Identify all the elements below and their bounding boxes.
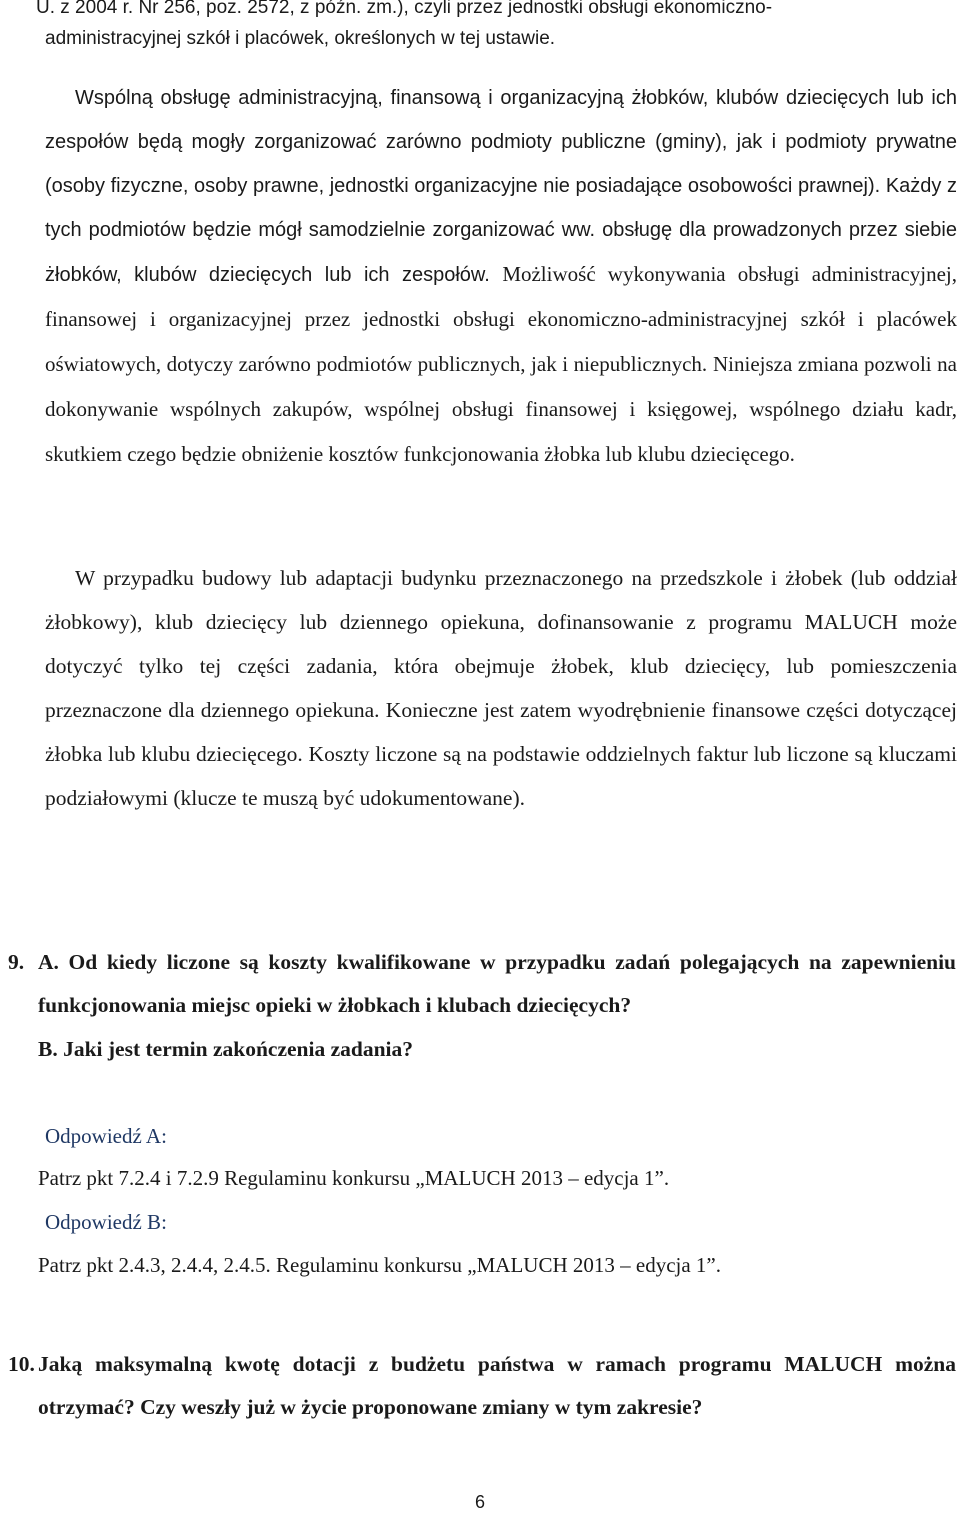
top-line-1: U. z 2004 r. Nr 256, poz. 2572, z późn. zm.), czyli przez jednostki obsługi ekonomiczno- (36, 0, 773, 18)
paragraph-shared-service (45, 76, 957, 477)
answer-b-text: Patrz pkt 2.4.3, 2.4.4, 2.4.5. Regulaminu konkursu „MALUCH 2013 – edycja 1”. (38, 1253, 721, 1277)
page-number: 6 (474, 1492, 485, 1512)
question-9-part-b: B. Jaki jest termin zakończenia zadania? (38, 1037, 414, 1061)
paragraph-maluch-funding-text: W przypadku budowy lub adaptacji budynku przeznaczonego na przedszkole i żłobek (lub oddział żłobkowy), klub dziecięcy lub dziennego opiekuna, dofinansowanie z programu MALUCH może dotyczyć tylko tej części zadania, która obejmuje żłobek, klub dziecięcy, lub pomieszczenia przeznaczone dla dziennego opiekuna. Konieczne jest zatem wyodrębnienie finansowe części dotyczącej żłobka lub klubu dziecięcego. Koszty liczone są na podstawie oddzielnych faktur lub liczone są kluczami podziałowymi (klucze te muszą być udokumentowane). (45, 566, 957, 810)
paragraph-shared-service-part-1: Wspólną obsługę administracyjną, finansową i organizacyjną żłobków, klubów dziecięcych lub ich zespołów będą mogły zorganizować zarówno podmioty publiczne (gminy), jak i podmioty prywatne (osoby fizyczne, osoby prawne, jednostki organizacyjne nie posiadające osobowości prawnej). (45, 87, 957, 197)
paragraph-maluch-funding (45, 556, 957, 820)
question-9-part-a: A. Od kiedy liczone są koszty kwalifikowane w przypadku zadań polegających na zapewnieniu funkcjonowania miejsc opieki w żłobkach i klubach dziecięcych? (38, 950, 956, 1017)
question-10-text: Jaką maksymalną kwotę dotacji z budżetu państwa w ramach programu MALUCH można otrzymać? Czy weszły już w życie proponowane zmiany w tym zakresie? (38, 1352, 956, 1419)
answer-a-text: Patrz pkt 7.2.4 i 7.2.9 Regulaminu konkursu „MALUCH 2013 – edycja 1”. (38, 1166, 670, 1190)
question-9-number: 9. (8, 950, 25, 974)
paragraph-shared-service-part-4: Niniejsza zmiana pozwoli na dokonywanie wspólnych zakupów, wspólnej obsługi finansowej i księgowej, wspólnego działu kadr, skutkiem czego będzie obniżenie kosztów funkcjonowania żłobka lub klubu dziecięcego. (45, 352, 957, 466)
answer-b-heading: Odpowiedź B: (45, 1210, 167, 1234)
top-line-2: administracyjnej szkół i placówek, określonych w tej ustawie. (45, 28, 556, 49)
paragraph-shared-service-part-2: Każdy z tych podmiotów będzie mógł samodzielnie zorganizować ww. obsługę dla prowadzonych przez siebie żłobków, klubów dziecięcych lub ich zespołów. (45, 175, 957, 286)
paragraph-shared-service-part-3: Możliwość wykonywania obsługi administracyjnej, finansowej i organizacyjnej przez jednostki obsługi ekonomiczno-administracyjnej szkół i placówek oświatowych, dotyczy zarówno podmiotów publicznych, jak i niepublicznych. (45, 262, 957, 376)
answer-a-heading: Odpowiedź A: (45, 1124, 167, 1148)
question-10-number: 10. (8, 1352, 35, 1376)
